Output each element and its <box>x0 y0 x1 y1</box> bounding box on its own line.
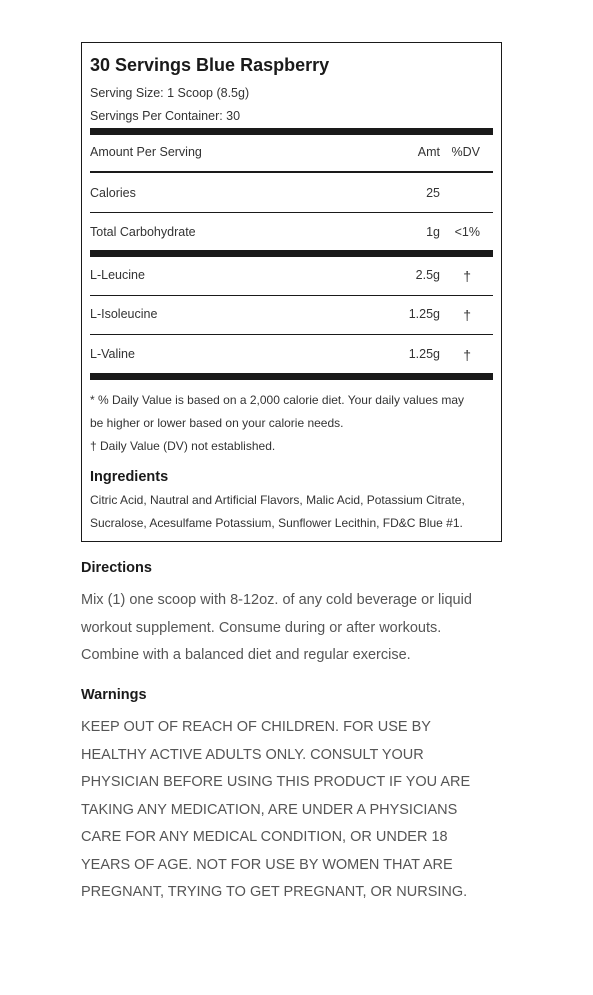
nutrient-dv: † <box>463 268 471 284</box>
directions-line: workout supplement. Consume during or after workouts. <box>81 619 442 636</box>
nutrient-dv: † <box>463 307 471 323</box>
amt-column-header: Amt <box>417 145 440 159</box>
serving-size: Serving Size: 1 Scoop (8.5g) <box>90 86 250 100</box>
product-title: 30 Servings Blue Raspberry <box>90 55 330 75</box>
directions-line: Mix (1) one scoop with 8-12oz. of any cold beverage or liquid <box>81 592 472 608</box>
ingredients-text <box>90 489 489 535</box>
facts-header-row <box>90 145 493 165</box>
servings-per-container: Servings Per Container: 30 <box>90 109 241 123</box>
nutrient-amount: 2.5g <box>415 268 440 282</box>
nutrient-row <box>90 186 493 206</box>
nutrient-name: L-Valine <box>90 347 135 361</box>
warnings-line: TAKING ANY MEDICATION, ARE UNDER A PHYSICIANS <box>81 801 458 818</box>
nutrition-facts-panel <box>81 42 502 542</box>
thick-divider <box>90 128 493 135</box>
nutrient-row <box>90 225 493 245</box>
divider <box>90 295 493 296</box>
nutrient-name: Calories <box>90 186 136 200</box>
divider <box>90 171 493 173</box>
nutrient-row <box>90 307 493 327</box>
directions-text <box>81 587 501 670</box>
nutrient-amount: 1.25g <box>408 307 440 321</box>
divider <box>90 212 493 213</box>
warnings-line: PREGNANT, TRYING TO GET PREGNANT, OR NURSING. <box>81 884 468 900</box>
nutrient-name: Total Carbohydrate <box>90 225 196 239</box>
footnote-line: † Daily Value (DV) not established. <box>90 439 276 453</box>
footnote-line: * % Daily Value is based on a 2,000 calorie diet. Your daily values may <box>90 393 464 407</box>
daily-value-footnote <box>90 389 489 458</box>
warnings-line: KEEP OUT OF REACH OF CHILDREN. FOR USE BY <box>81 719 431 735</box>
nutrient-name: L-Leucine <box>90 268 145 282</box>
nutrient-row <box>90 268 493 288</box>
nutrient-amount: 1g <box>426 225 440 239</box>
amount-per-serving-label: Amount Per Serving <box>90 145 202 159</box>
warnings-text <box>81 714 501 907</box>
nutrient-row <box>90 347 493 367</box>
warnings-heading: Warnings <box>81 687 147 703</box>
thick-divider <box>90 373 493 380</box>
ingredients-line: Citric Acid, Nautral and Artificial Flavors, Malic Acid, Potassium Citrate, <box>90 493 465 507</box>
ingredients-line: Sucralose, Acesulfame Potassium, Sunflower Lecithin, FD&C Blue #1. <box>90 516 463 530</box>
footnote-line: be higher or lower based on your calorie needs. <box>90 416 344 430</box>
nutrient-amount: 25 <box>426 186 440 200</box>
thick-divider <box>90 250 493 257</box>
dv-column-header: %DV <box>451 145 480 159</box>
directions-line: Combine with a balanced diet and regular exercise. <box>81 647 411 663</box>
warnings-line: HEALTHY ACTIVE ADULTS ONLY. CONSULT YOUR <box>81 746 424 763</box>
nutrient-name: L-Isoleucine <box>90 307 158 321</box>
divider <box>90 334 493 335</box>
warnings-line: CARE FOR ANY MEDICAL CONDITION, OR UNDER 18 <box>81 829 448 845</box>
nutrient-dv: <1% <box>454 225 480 239</box>
nutrient-amount: 1.25g <box>408 347 440 361</box>
nutrient-dv: † <box>463 347 471 363</box>
ingredients-heading: Ingredients <box>90 469 169 485</box>
warnings-line: YEARS OF AGE. NOT FOR USE BY WOMEN THAT ARE <box>81 856 453 873</box>
warnings-line: PHYSICIAN BEFORE USING THIS PRODUCT IF YOU ARE <box>81 774 471 790</box>
directions-heading: Directions <box>81 560 152 576</box>
